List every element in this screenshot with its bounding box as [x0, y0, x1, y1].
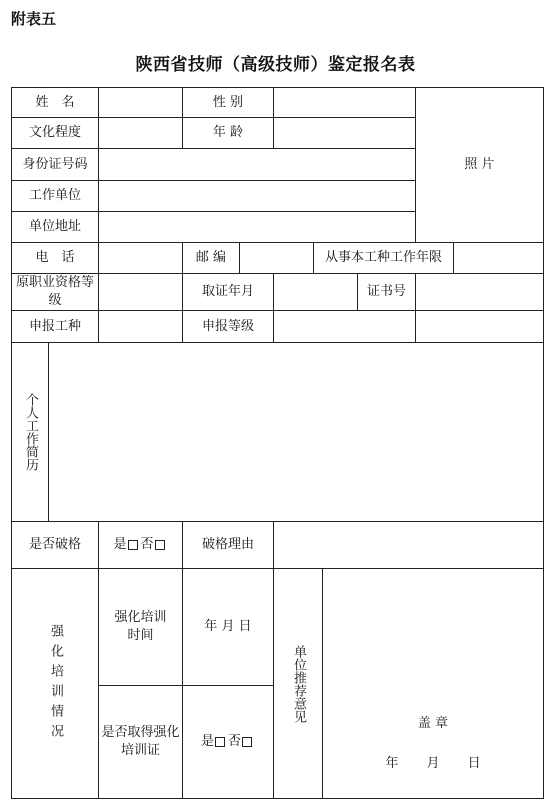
- unit-address-label: 单位地址: [11, 212, 99, 243]
- appendix-label: 附表五: [11, 10, 57, 28]
- education-field[interactable]: [99, 118, 183, 149]
- unit-address-field[interactable]: [99, 212, 416, 243]
- training-cert-no-label: 否: [228, 734, 242, 749]
- gender-field[interactable]: [274, 87, 416, 118]
- photo-box[interactable]: 照 片: [416, 87, 544, 243]
- education-label: 文化程度: [11, 118, 99, 149]
- sign-date-label: 年 月 日: [385, 756, 481, 771]
- gender-label: 性 别: [183, 87, 274, 118]
- phone-field[interactable]: [99, 243, 183, 274]
- form-title: 陕西省技师（高级技师）鉴定报名表: [135, 55, 416, 75]
- phone-label: 电 话: [11, 243, 99, 274]
- exceptional-reason-label: 破格理由: [183, 522, 274, 569]
- work-years-label: 从事本工种工作年限: [314, 243, 454, 274]
- training-date-field[interactable]: 年 月 日: [183, 569, 274, 686]
- training-cert-no-checkbox[interactable]: [242, 737, 252, 747]
- seal-label: 盖 章: [417, 716, 449, 731]
- training-situation-label: 强化培训情况: [11, 569, 99, 799]
- work-unit-label: 工作单位: [11, 181, 99, 212]
- unit-recommendation-field[interactable]: [323, 569, 544, 799]
- cert-year-month-field[interactable]: [274, 274, 358, 311]
- id-number-label: 身份证号码: [11, 149, 99, 181]
- exceptional-no-checkbox[interactable]: [155, 540, 165, 550]
- exceptional-yes-checkbox[interactable]: [128, 540, 138, 550]
- cert-number-label: 证书号: [358, 274, 416, 311]
- postcode-label: 邮 编: [183, 243, 240, 274]
- work-years-field[interactable]: [454, 243, 544, 274]
- apply-level-label: 申报等级: [183, 311, 274, 343]
- original-qualification-label: 原职业资格等级: [11, 274, 99, 311]
- training-cert-options: [183, 686, 274, 799]
- cert-number-field[interactable]: [416, 274, 544, 311]
- resume-field[interactable]: [49, 343, 544, 522]
- training-cert-yes-label: 是: [200, 734, 214, 749]
- age-label: 年 龄: [183, 118, 274, 149]
- training-cert-yes-checkbox[interactable]: [215, 737, 225, 747]
- cert-year-month-label: 取证年月: [183, 274, 274, 311]
- training-cert-label: 是否取得强化培训证: [99, 686, 183, 799]
- apply-trade-label: 申报工种: [11, 311, 99, 343]
- resume-label: 个人工作简历: [11, 343, 49, 522]
- name-label: 姓 名: [11, 87, 99, 118]
- original-qualification-field[interactable]: [99, 274, 183, 311]
- unit-recommendation-label: 单位推荐意见: [274, 569, 323, 799]
- exceptional-reason-field[interactable]: [274, 522, 544, 569]
- name-field[interactable]: [99, 87, 183, 118]
- age-field[interactable]: [274, 118, 416, 149]
- registration-form-table: [11, 87, 544, 799]
- exceptional-label: 是否破格: [11, 522, 99, 569]
- apply-extra-field[interactable]: [416, 311, 544, 343]
- postcode-field[interactable]: [240, 243, 314, 274]
- exceptional-options: [99, 522, 183, 569]
- work-unit-field[interactable]: [99, 181, 416, 212]
- apply-level-field[interactable]: [274, 311, 416, 343]
- training-time-label: 强化培训时间: [99, 569, 183, 686]
- id-number-field[interactable]: [99, 149, 416, 181]
- exceptional-yes-label: 是: [113, 537, 127, 552]
- apply-trade-field[interactable]: [99, 311, 183, 343]
- exceptional-no-label: 否: [140, 537, 154, 552]
